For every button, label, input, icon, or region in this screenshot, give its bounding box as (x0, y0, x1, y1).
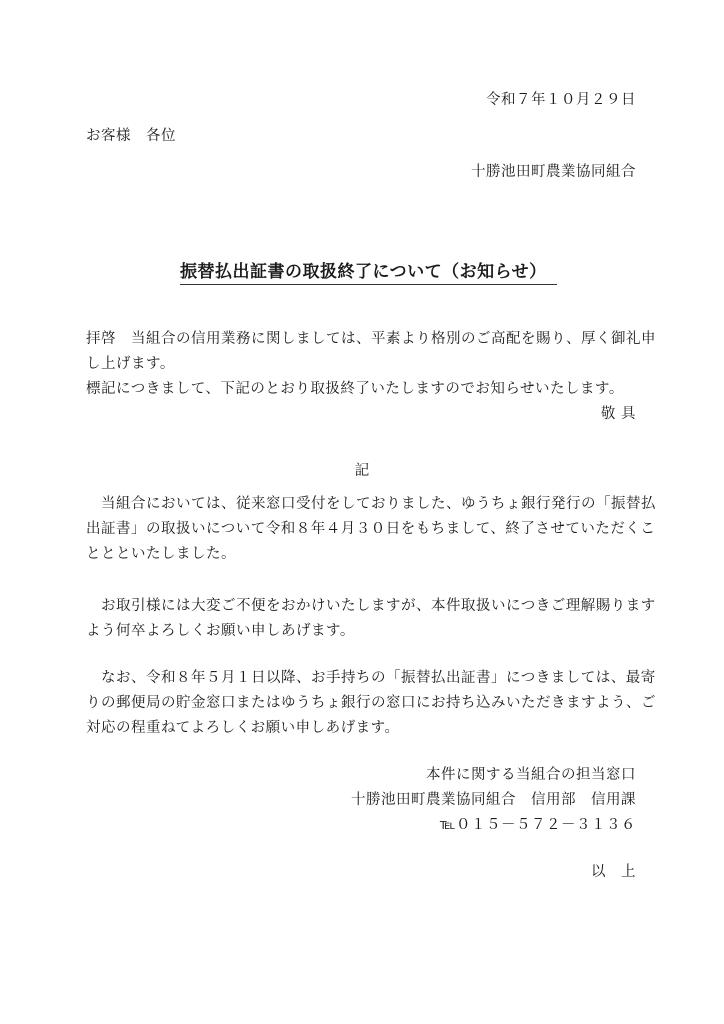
greeting-line-3: 標記につきまして、下記のとおり取扱終了いたしますのでお知らせいたします。 (86, 381, 624, 397)
paragraph-2-line-2: よう何卒よろしくお願い申しあげます。 (86, 623, 355, 639)
paragraph-3-line-2: りの郵便局の貯金窓口またはゆうちょ銀行の窓口にお持ち込みいただきますよう、ご (86, 695, 656, 711)
greeting-line-1: 拝啓 当組合の信用業務に関しましては、平素より格別のご高配を賜り、厚く御礼申 (86, 331, 656, 347)
document-title: 振替払出証書の取扱終了について（お知らせ） (180, 261, 557, 285)
paragraph-2-line-1: お取引様には大変ご不便をおかけいたしますが、本件取扱いにつきご理解賜ります (86, 598, 656, 614)
paragraph-3-line-1: なお、令和８年５月１日以降、お手持ちの「振替払出証書」につきましては、最寄 (86, 670, 656, 686)
greeting-line-2: し上げます。 (86, 356, 175, 372)
paragraph-1-line-1: 当組合においては、従来窓口受付をしておりました、ゆうちょ銀行発行の「振替払 (86, 496, 656, 512)
contact-heading: 本件に関する当組合の担当窓口 (426, 767, 636, 783)
greeting-closing: 敬 具 (600, 406, 636, 422)
document-date: 令和７年１０月２９日 (486, 92, 636, 108)
paragraph-3-line-3: 対応の程重ねてよろしくお願い申しあげます。 (86, 720, 400, 736)
recipient: お客様 各位 (86, 128, 176, 144)
ki-heading: 記 (354, 463, 370, 479)
sender-organization: 十勝池田町農業協同組合 (471, 164, 636, 180)
paragraph-1-line-3: ととといたしました。 (86, 546, 236, 562)
paragraph-1-line-2: 出証書」の取扱いについて令和８年４月３０日をもちまして、終了させていただくこ (86, 521, 656, 537)
contact-department: 十勝池田町農業協同組合 信用部 信用課 (351, 792, 636, 808)
end-mark: 以 上 (591, 864, 636, 880)
contact-tel: ℡０１５－５７２－３１３６ (439, 817, 636, 833)
